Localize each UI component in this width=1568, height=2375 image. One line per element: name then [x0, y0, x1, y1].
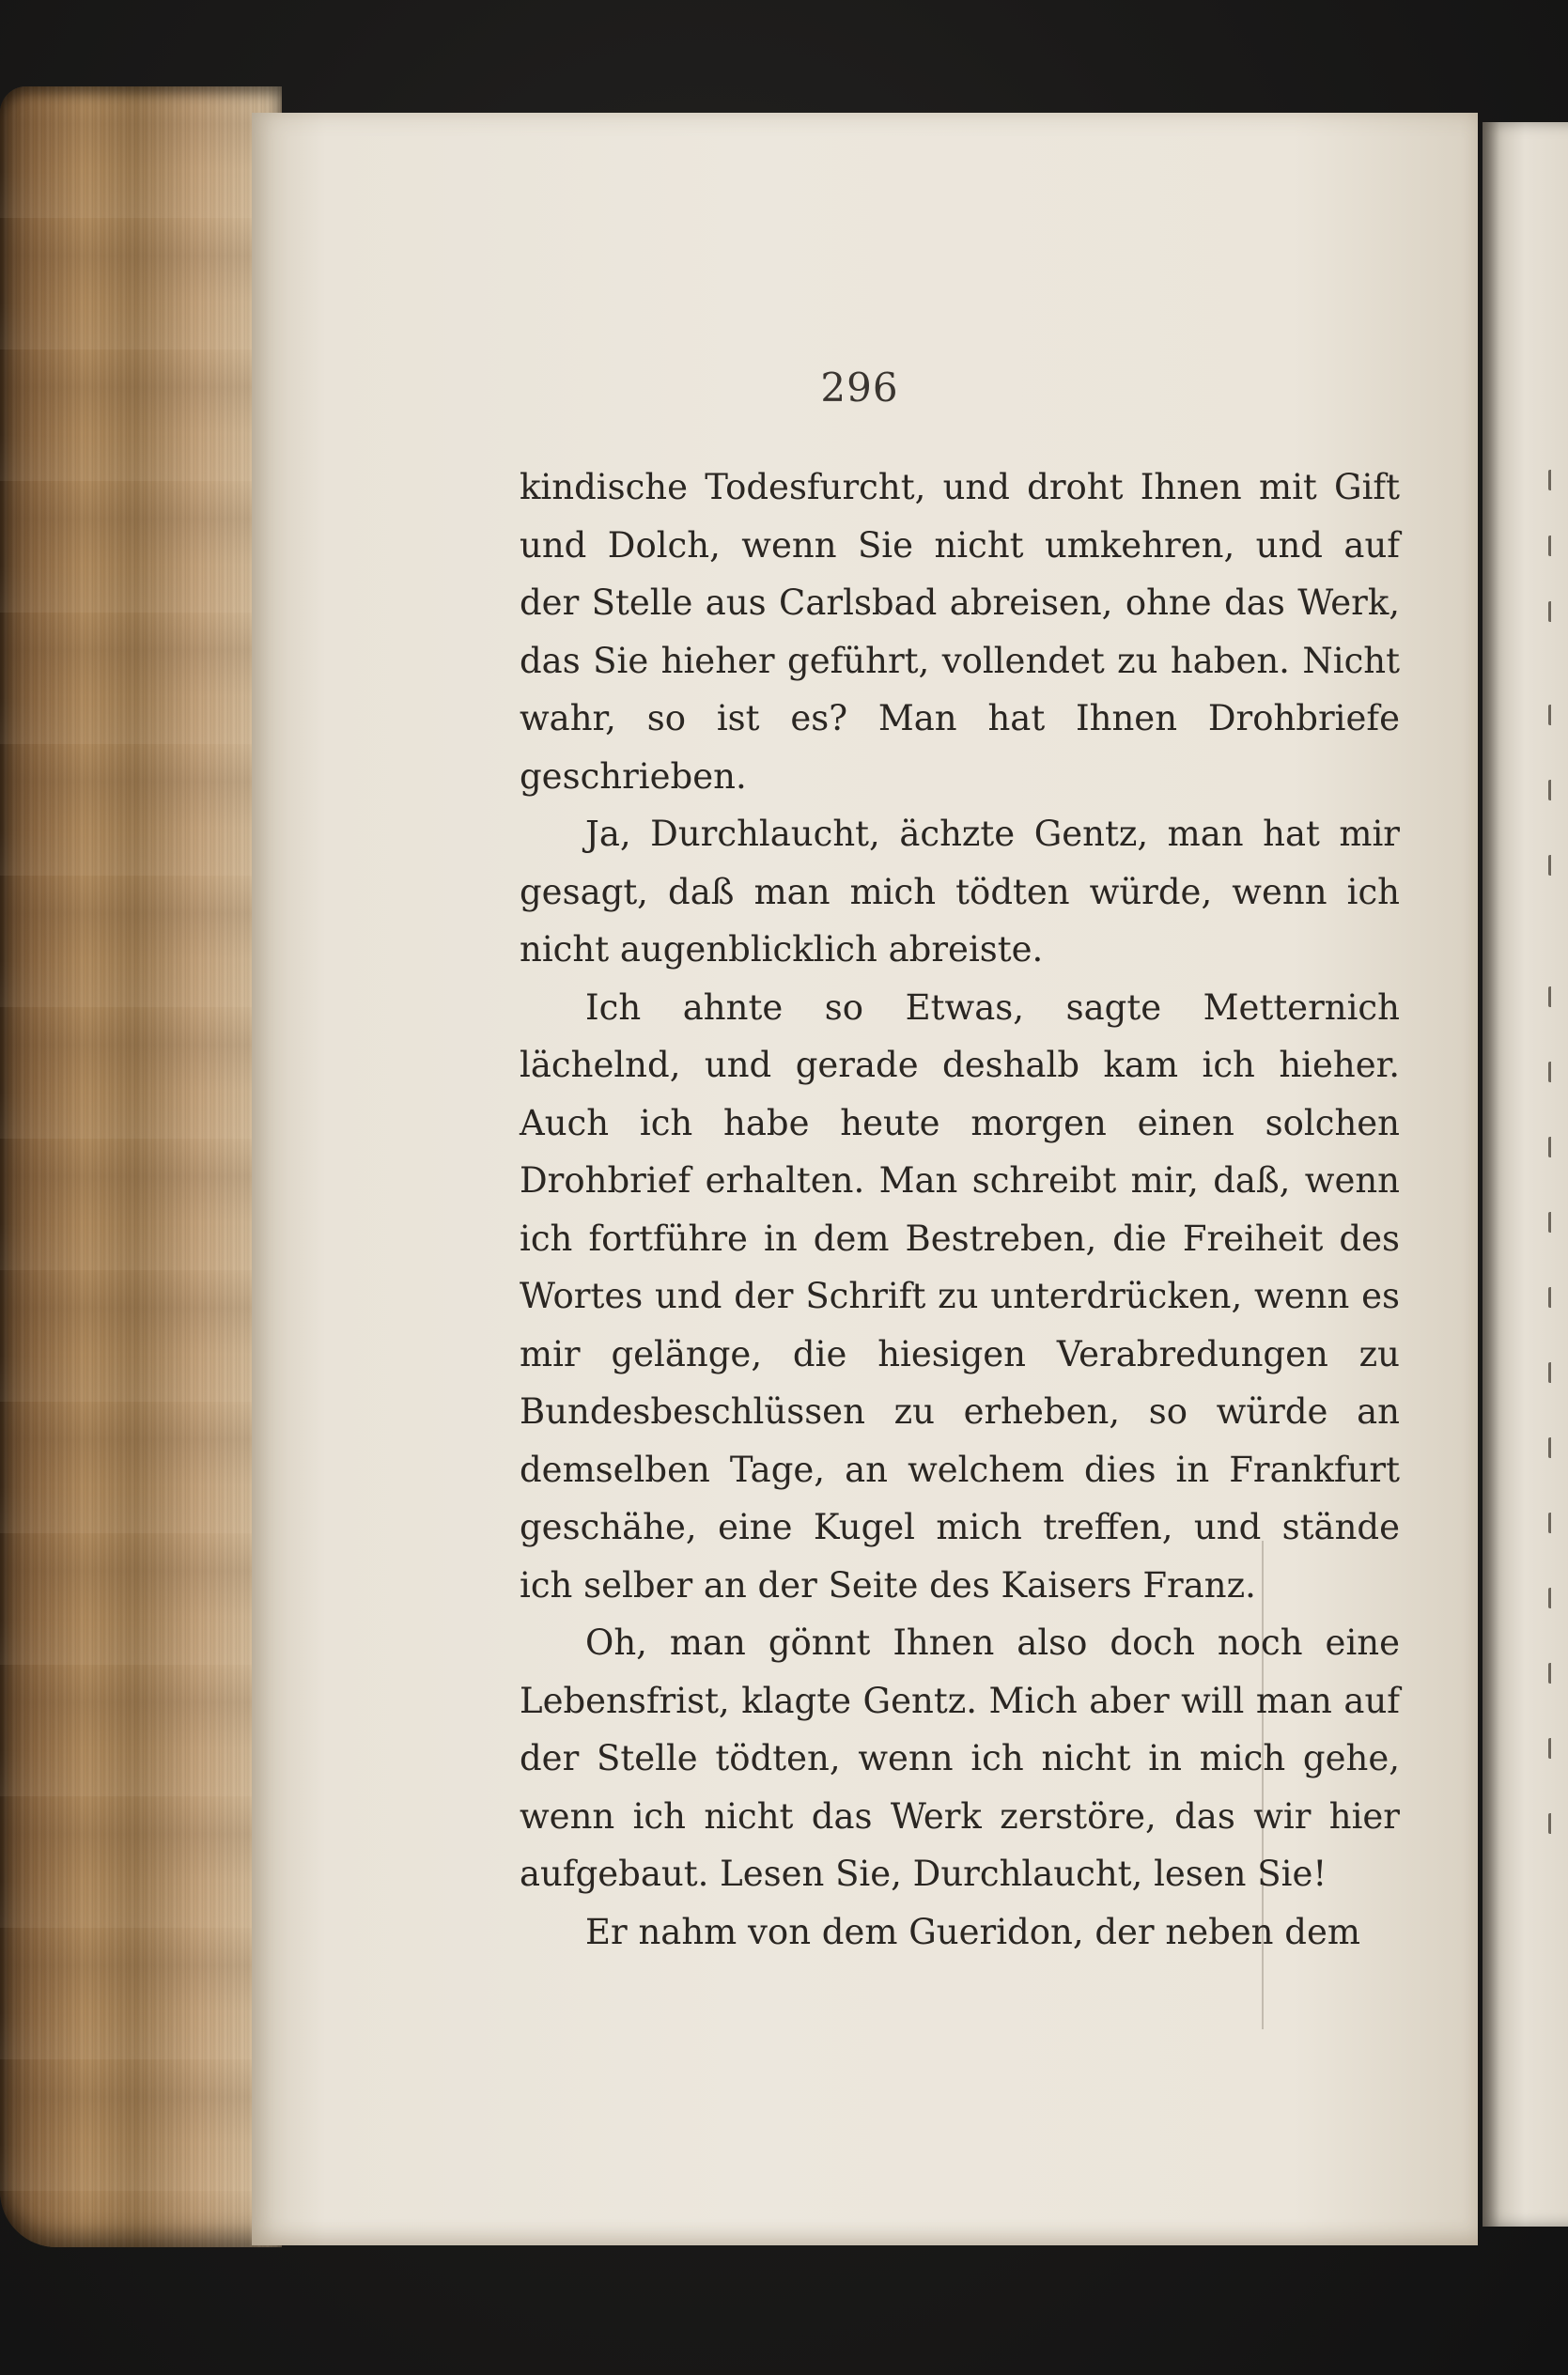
facing-page-glyph: [1548, 601, 1562, 622]
paragraph: Er nahm von dem Gueridon, der neben dem: [585, 1911, 1360, 1952]
paragraph: Ja, Durchlaucht, ächzte Gentz, man hat mir gesagt, daß man mich tödten würde, wenn ich nicht augenblicklich abreiste.: [520, 814, 1400, 970]
facing-page-glyph: [1548, 1588, 1562, 1608]
facing-page-glyph: [1548, 705, 1562, 725]
facing-page-glyph: [1548, 855, 1562, 876]
facing-page-glyph: [1548, 780, 1562, 800]
facing-page-glyph: [1548, 1513, 1562, 1533]
facing-page-glyph: [1548, 1287, 1562, 1308]
body-text: [520, 458, 1400, 1961]
facing-page-glyph: [1548, 1137, 1562, 1157]
paragraph: Oh, man gönnt Ihnen also doch noch eine Lebensfrist, klagte Gentz. Mich aber will man auf der Stelle tödten, wenn ich nicht in mich gehe, wenn ich nicht das Werk zerstöre, das wir hier aufgebaut. Lesen Sie, Durchlaucht, lesen Sie!: [520, 1622, 1400, 1894]
facing-page-glyph: [1548, 1212, 1562, 1233]
facing-page-glyph: [1548, 1062, 1562, 1082]
facing-page-glyph: [1548, 536, 1562, 556]
facing-page-glyph: [1548, 986, 1562, 1007]
facing-page-glyph: [1548, 1738, 1562, 1759]
page-block-edge: [0, 86, 282, 2247]
facing-page-glyph: [1548, 1813, 1562, 1834]
facing-page-glyph: [1548, 1663, 1562, 1684]
paragraph: kindische Todesfurcht, und droht Ihnen mit Gift und Dolch, wenn Sie nicht umkehren, und auf der Stelle aus Carlsbad abreisen, ohne das Werk, das Sie hieher geführt, vollendet zu haben. Nicht wahr, so ist es? Man hat Ihnen Drohbriefe geschrieben.: [520, 467, 1400, 797]
facing-page-glyph: [1548, 1437, 1562, 1458]
facing-page-glyph: [1548, 470, 1562, 490]
facing-page-edge: [1483, 122, 1568, 2227]
paragraph: Ich ahnte so Etwas, sagte Metternich lächelnd, und gerade deshalb kam ich hieher. Auch ich habe heute morgen einen solchen Drohbrief erhalten. Man schreibt mir, daß, wenn ich fortführe in dem Bestreben, die Freiheit des Wortes und der Schrift zu unterdrücken, wenn es mir gelänge, die hiesigen Verabredungen zu Bundesbeschlüssen zu erheben, so würde an demselben Tage, an welchem dies in Frankfurt geschähe, eine Kugel mich treffen, und stände ich selber an der Seite des Kaisers Franz.: [520, 986, 1400, 1606]
page-number: 296: [820, 365, 899, 411]
facing-page-glyph: [1548, 1362, 1562, 1383]
